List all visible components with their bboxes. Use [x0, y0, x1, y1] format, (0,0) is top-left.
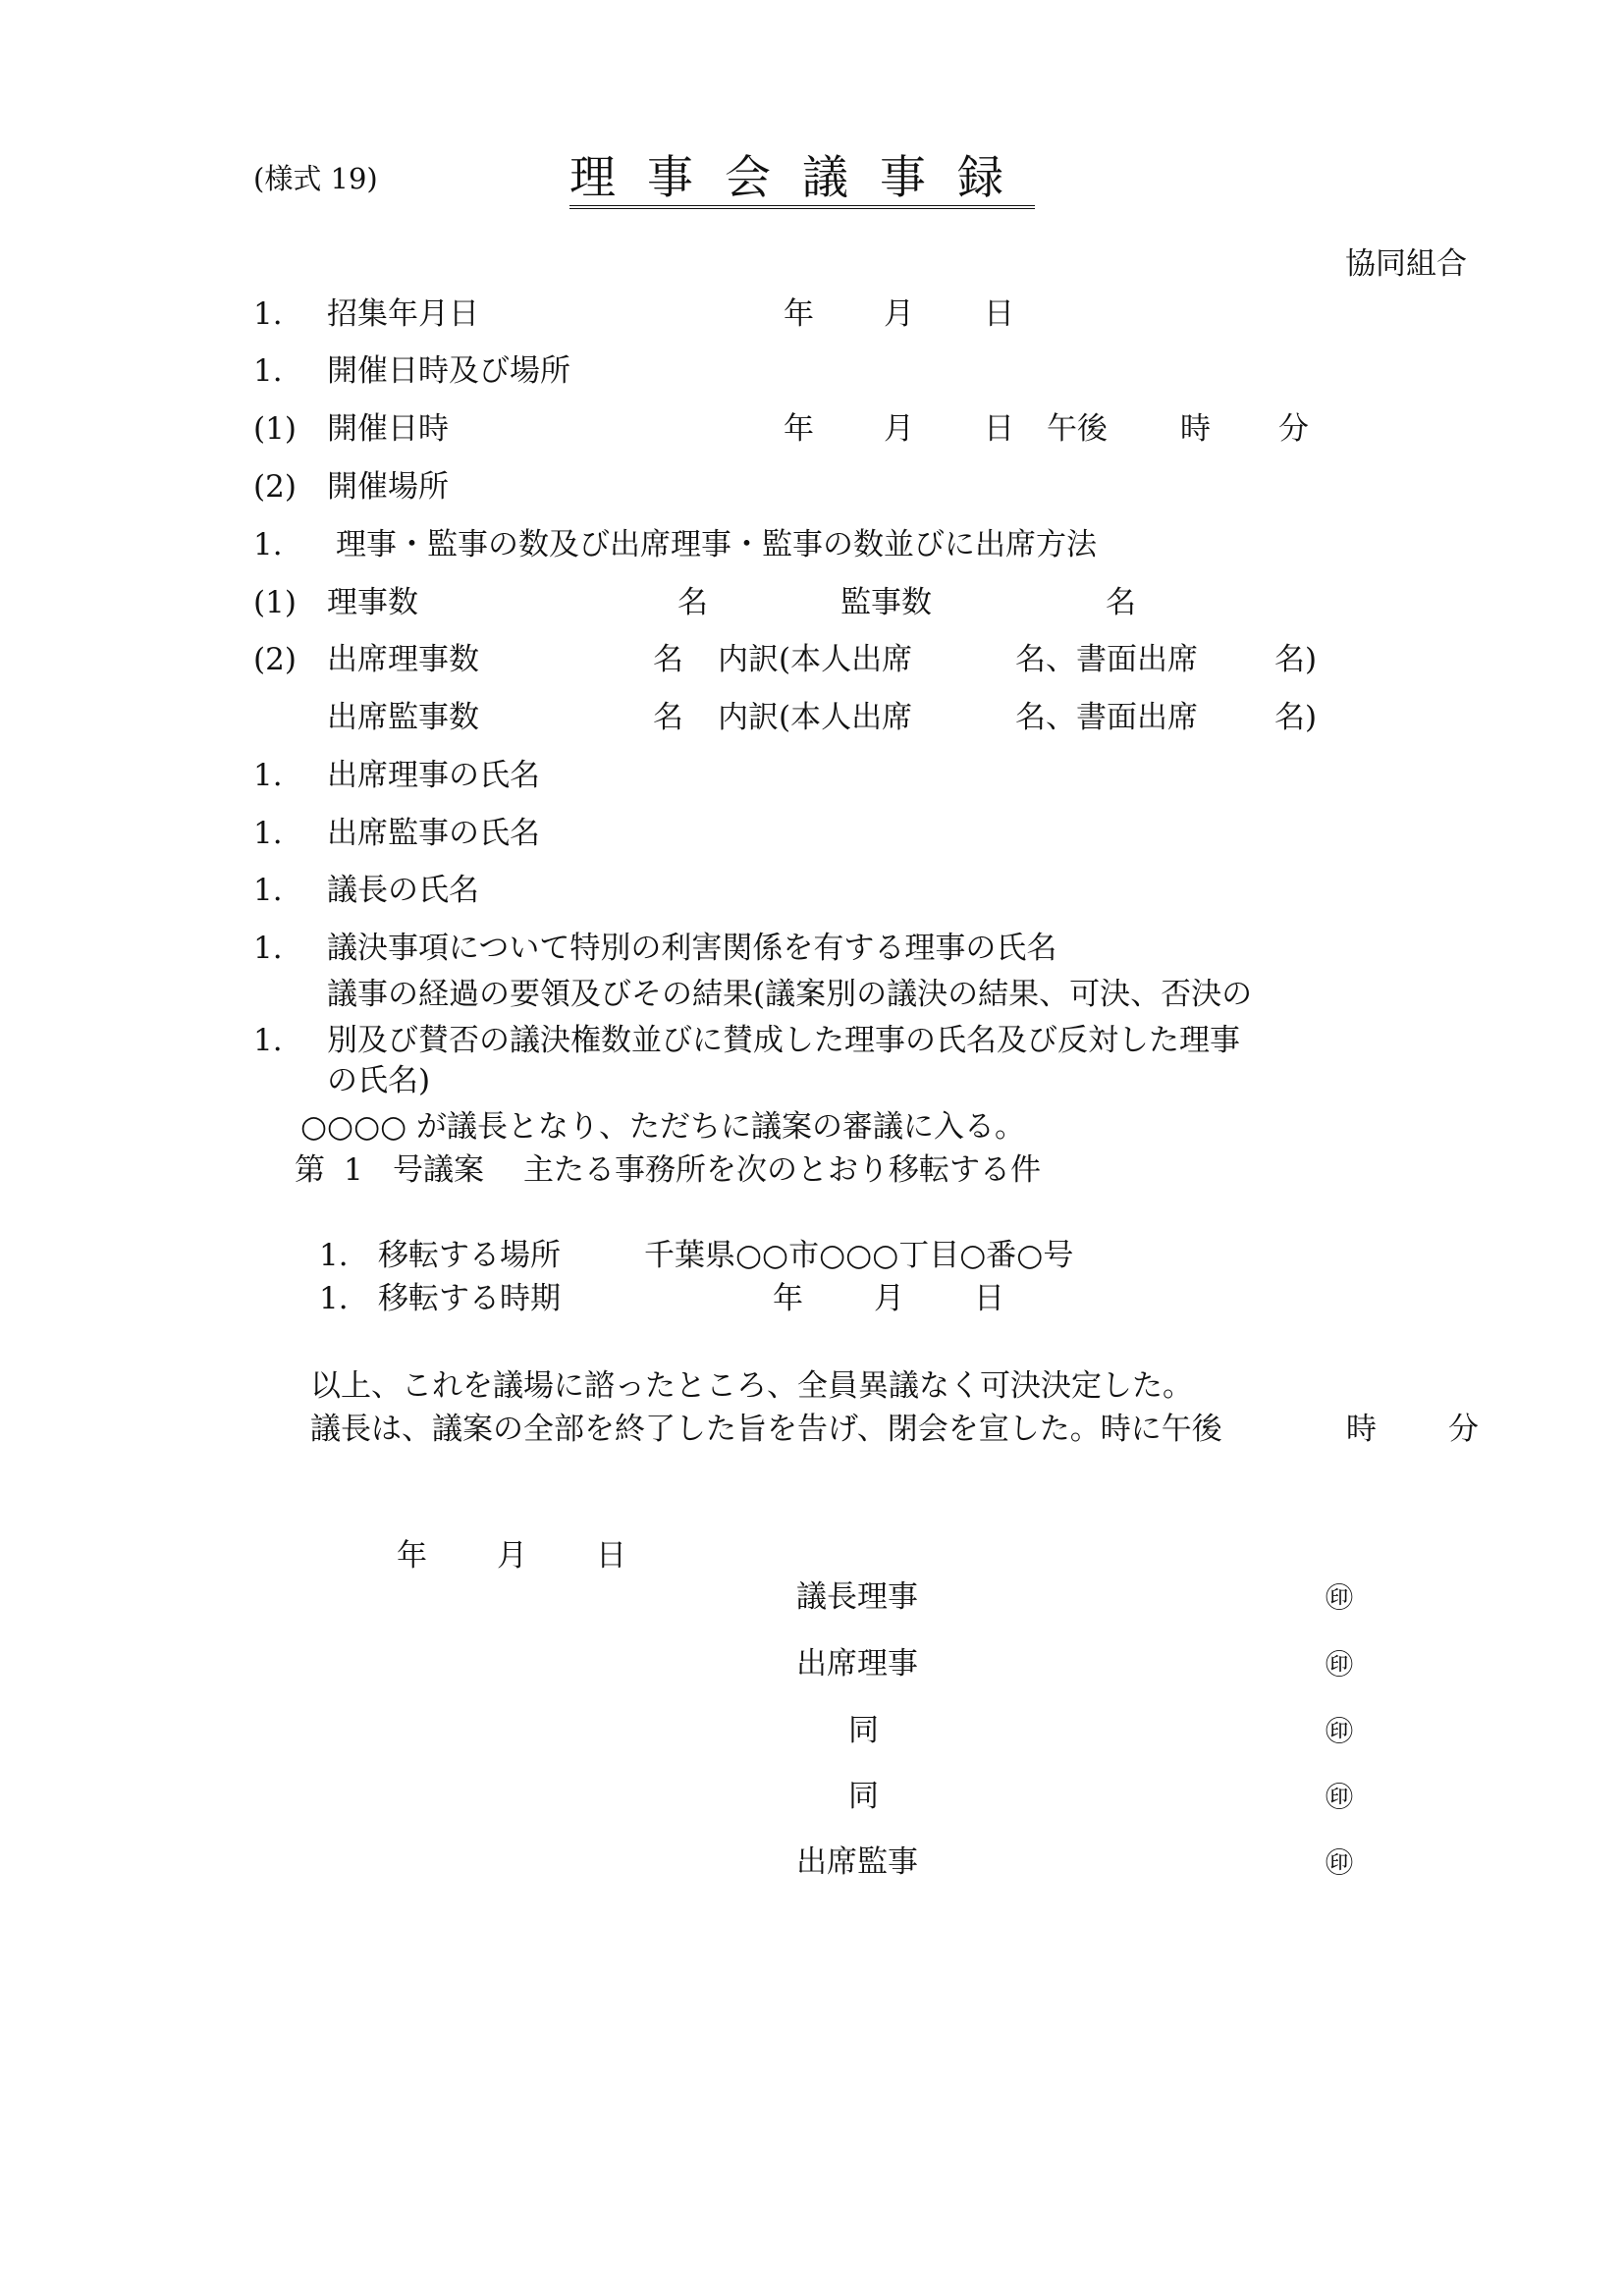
conflict-label: 議決事項について特別の利害関係を有する理事の氏名	[327, 931, 1057, 966]
seal-mark: ㊞	[1326, 1846, 1354, 1879]
move-place-label: 移転する場所	[378, 1238, 561, 1273]
form-number: (様式 19)	[253, 162, 378, 195]
item-number: 1.	[253, 296, 283, 332]
item-number: 1.	[253, 931, 283, 966]
move-time-day: 日	[974, 1281, 1004, 1316]
proceedings-line-3: の氏名)	[327, 1063, 431, 1098]
signature-role: 出席理事	[796, 1646, 918, 1682]
agenda-prefix: 第	[295, 1152, 325, 1188]
auditors-count-unit: 名	[1106, 585, 1136, 620]
signature-role: 出席監事	[796, 1844, 918, 1880]
move-time-number: 1.	[319, 1281, 349, 1316]
closing-line-1: 以上、これを議場に諮ったところ、全員異議なく可決決定した。	[310, 1368, 1193, 1404]
convocation-month: 月	[884, 296, 914, 332]
attending-directors-unit: 名	[653, 642, 683, 677]
convocation-year: 年	[784, 296, 814, 332]
item-number: 1.	[253, 527, 283, 562]
proceedings-line-2: 別及び賛否の議決権数並びに賛成した理事の氏名及び反対した理事	[327, 1023, 1240, 1058]
sub-item-number: (2)	[253, 469, 297, 505]
attending-auditors-mid: 名、書面出席	[1015, 700, 1198, 735]
agenda-text: 主たる事務所を次のとおり移転する件	[523, 1152, 1041, 1188]
sub-item-number: (2)	[253, 642, 297, 677]
signature-role: 議長理事	[796, 1579, 918, 1615]
sub-item-number: (1)	[253, 411, 297, 447]
signature-role: 同	[848, 1779, 879, 1814]
move-place-value: 千葉県○○市○○○丁目○番○号	[644, 1238, 1074, 1273]
attending-auditors-unit: 名	[653, 700, 683, 735]
signature-day: 日	[596, 1538, 626, 1574]
item-number: 1.	[253, 816, 283, 851]
item-number: 1.	[253, 353, 283, 389]
directors-names-label: 出席理事の氏名	[327, 758, 540, 793]
item-number: 1.	[253, 873, 283, 908]
agenda-number: 1	[344, 1152, 363, 1188]
signature-role: 同	[848, 1713, 879, 1748]
convocation-label: 招集年月日	[327, 296, 479, 332]
chair-line: ○○○○ が議長となり、ただちに議案の審議に入る。	[300, 1109, 1026, 1145]
convocation-day: 日	[984, 296, 1014, 332]
held-pm: 午後	[1047, 411, 1108, 447]
agenda-suffix: 号議案	[393, 1152, 484, 1188]
counts-label: 理事・監事の数及び出席理事・監事の数並びに出席方法	[336, 527, 1097, 562]
seal-mark: ㊞	[1326, 1648, 1354, 1681]
signature-month: 月	[497, 1538, 527, 1574]
held-day: 日	[984, 411, 1014, 447]
organization-name: 協同組合	[1345, 246, 1467, 282]
seal-mark: ㊞	[1326, 1715, 1354, 1747]
closing-minute: 分	[1448, 1412, 1479, 1447]
attending-directors-end: 名)	[1274, 642, 1318, 677]
document-title: 理事会議事録	[569, 155, 1035, 209]
proceedings-line-1: 議事の経過の要領及びその結果(議案別の議決の結果、可決、否決の	[327, 977, 1253, 1012]
held-label: 開催日時及び場所	[327, 353, 570, 389]
item-number: 1.	[253, 1023, 283, 1058]
directors-count-unit: 名	[677, 585, 708, 620]
held-year: 年	[784, 411, 814, 447]
auditors-count-label: 監事数	[840, 585, 932, 620]
held-hour: 時	[1180, 411, 1211, 447]
held-minute: 分	[1278, 411, 1309, 447]
move-time-year: 年	[773, 1281, 803, 1316]
chair-name-label: 議長の氏名	[327, 873, 479, 908]
auditors-names-label: 出席監事の氏名	[327, 816, 540, 851]
sub-item-number: (1)	[253, 585, 297, 620]
move-time-month: 月	[874, 1281, 904, 1316]
signature-year: 年	[397, 1538, 427, 1574]
held-datetime-label: 開催日時	[327, 411, 449, 447]
held-place-label: 開催場所	[327, 469, 449, 505]
seal-mark: ㊞	[1326, 1581, 1354, 1614]
seal-mark: ㊞	[1326, 1781, 1354, 1813]
move-place-number: 1.	[319, 1238, 349, 1273]
move-time-label: 移転する時期	[378, 1281, 561, 1316]
held-month: 月	[884, 411, 914, 447]
closing-hour: 時	[1346, 1412, 1377, 1447]
attending-directors-breakdown: 内訳(本人出席	[718, 642, 913, 677]
attending-directors-mid: 名、書面出席	[1015, 642, 1198, 677]
attending-auditors-breakdown: 内訳(本人出席	[718, 700, 913, 735]
closing-line-2: 議長は、議案の全部を終了した旨を告げ、閉会を宣した。時に午後	[310, 1412, 1222, 1447]
attending-auditors-end: 名)	[1274, 700, 1318, 735]
directors-count-label: 理事数	[327, 585, 418, 620]
attending-directors-label: 出席理事数	[327, 642, 479, 677]
attending-auditors-label: 出席監事数	[327, 700, 479, 735]
item-number: 1.	[253, 758, 283, 793]
